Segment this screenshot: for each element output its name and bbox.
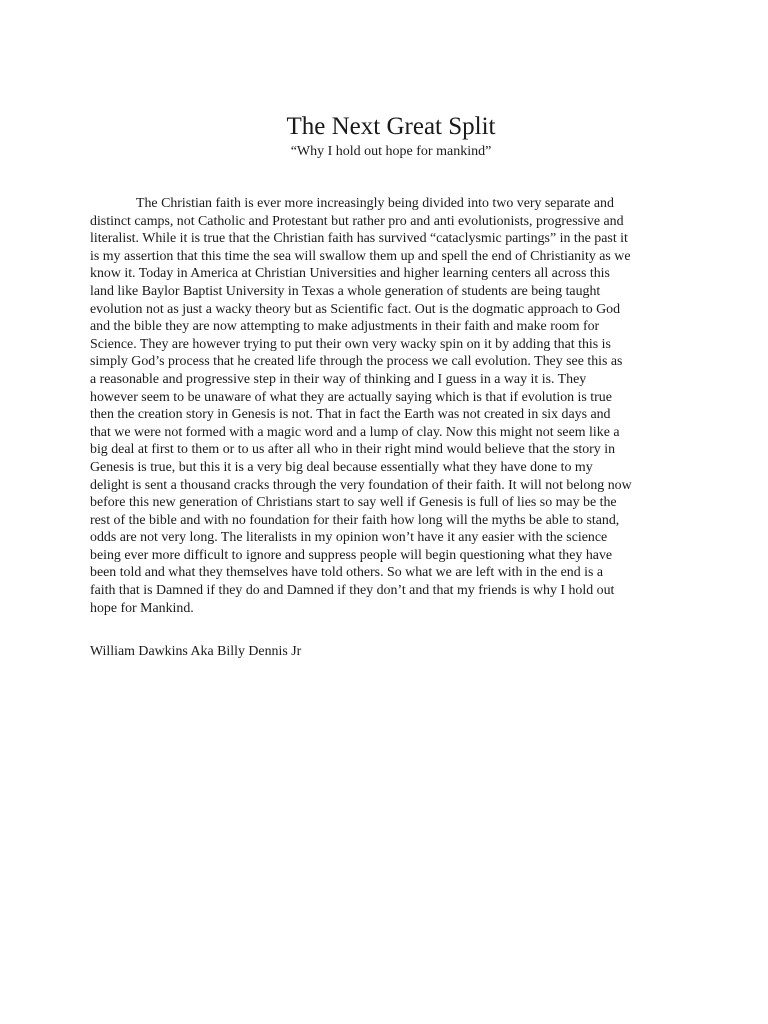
- document-subtitle: “Why I hold out hope for mankind”: [290, 144, 492, 159]
- body-line: faith that is Damned if they do and Damned if they don’t and that my friends is why I hold out: [90, 583, 615, 599]
- body-line: before this new generation of Christians start to say well if Genesis is full of lies so may be the: [90, 495, 617, 511]
- body-line: then the creation story in Genesis is not. That in fact the Earth was not created in six days and: [90, 407, 611, 423]
- body-line: hope for Mankind.: [90, 600, 194, 616]
- body-line: land like Baylor Baptist University in Texas a whole generation of students are being taught: [90, 283, 601, 299]
- body-line: The Christian faith is ever more increasingly being divided into two very separate and: [136, 196, 614, 211]
- body-line: being ever more difficult to ignore and suppress people will begin questioning what they have: [90, 547, 613, 563]
- body-line: distinct camps, not Catholic and Protestant but rather pro and anti evolutionists, progressive and: [90, 213, 624, 229]
- body-line: is my assertion that this time the sea will swallow them up and spell the end of Christianity as we: [90, 248, 631, 264]
- body-line: and the bible they are now attempting to make adjustments in their faith and make room for: [90, 319, 600, 335]
- body-line: however seem to be unaware of what they are actually saying which is that if evolution is true: [90, 389, 612, 405]
- body-line: simply God’s process that he created life through the process we call evolution. They see this as: [90, 354, 623, 370]
- body-line: a reasonable and progressive step in their way of thinking and I guess in a way it is. They: [90, 371, 587, 387]
- document-title: The Next Great Split: [286, 113, 496, 140]
- body-line: literalist. While it is true that the Christian faith has survived “cataclysmic partings” in the past it: [90, 231, 628, 247]
- body-line: been told and what they themselves have told others. So what we are left with in the end is a: [90, 565, 604, 581]
- body-line: that we were not formed with a magic word and a lump of clay. Now this might not seem like a: [90, 424, 620, 440]
- body-line: Science. They are however trying to put their own very wacky spin on it by adding that this is: [90, 336, 611, 352]
- body-line: delight is sent a thousand cracks through the very foundation of their faith. It will not belong now: [90, 477, 632, 493]
- body-paragraph: [90, 195, 680, 617]
- body-line: Genesis is true, but this it is a very big deal because essentially what they have done to my: [90, 459, 593, 475]
- body-line: rest of the bible and with no foundation for their faith how long will the myths be able to stand,: [90, 512, 620, 528]
- author-signature: William Dawkins Aka Billy Dennis Jr: [90, 644, 302, 659]
- body-line: evolution not as just a wacky theory but as Scientific fact. Out is the dogmatic approach to God: [90, 301, 621, 317]
- body-line: odds are not very long. The literalists in my opinion won’t have it any easier with the science: [90, 530, 608, 546]
- body-line: know it. Today in America at Christian Universities and higher learning centers all across this: [90, 266, 610, 282]
- body-line: big deal at first to them or to us after all who in their right mind would believe that the story in: [90, 442, 616, 458]
